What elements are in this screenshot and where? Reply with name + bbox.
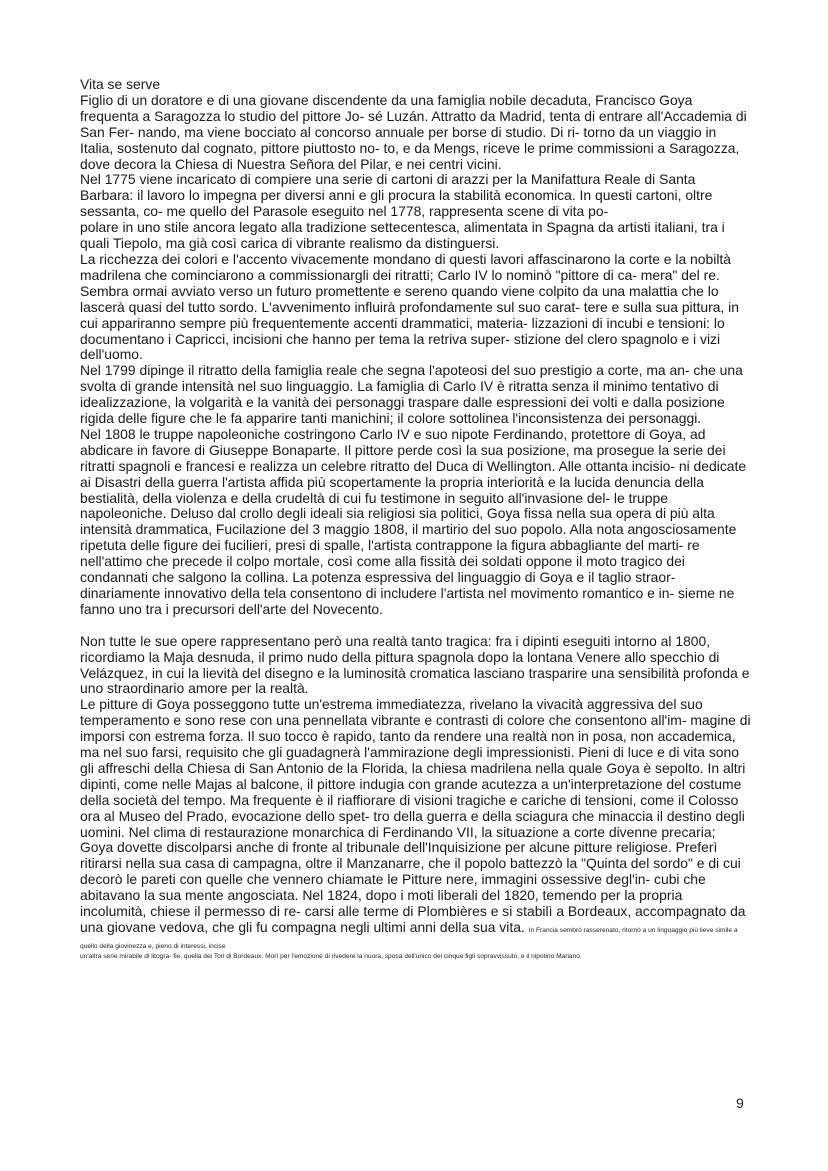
- paragraph-3: polare in uno stile ancora legato alla tradizione settecentesca, alimentata in Spagna da artisti italiani, tra i quali Tiepolo, ma già così carica di vibrante realismo da distinguersi.: [80, 219, 725, 252]
- paragraph-6: Nel 1808 le truppe napoleoniche costringono Carlo IV e suo nipote Ferdinando, protettore di Goya, ad abdicare in favore di Giuseppe Bonaparte. Il pittore perde così la sua posizione, ma prosegue la serie dei ritratti spagnoli e francesi e realizza un celebre ritratto del Duca di Wellington. Alle ottanta incisio- ni dedicate ai Disastri della guerra l'artista affida più scopertamente la propria interiorità e la lucida denuncia della bestialità, della violenza e della crudeltà di cui fu testimone in seguito all'invasione del- le truppe napoleoniche. Deluso dal crollo degli ideali sia religiosi sia politici, Goya fissa nella sua opera di più alta intensità drammatica, Fucilazione del 3 maggio 1808, il martirio del suo popolo. Alla nota angosciosamente ripetuta delle figure dei fucilieri, presi di spalle, l'artista contrappone la figura abbagliante del marti- re nell'attimo che precede il colpo mortale, così come alla fissità dei soldati oppone il moto tragico dei condannati che salgono la collina. La potenza espressiva del linguaggio di Goya e il taglio straor- dinariamente innovativo della tela consentono di includere l'artista nel movimento romantico e in- sieme ne fanno uno tra i precursori dell'arte del Novecento.: [80, 425, 747, 617]
- paragraph-8-container: [80, 697, 752, 952]
- paragraph-gap: [80, 618, 752, 634]
- paragraph-4: La ricchezza dei colori e l'accento vivacemente mondano di questi lavori affascinarono la corte e la nobiltà madrilena che cominciarono a commissionargli dei ritratti; Carlo IV lo nominò "pittore di ca- mera" del re. Sembra ormai avviato verso un futuro promettente e sereno quando viene colpito da una malattia che lo lascerà quasi del tutto sordo. L'avvenimento influirà profondamente sul suo carat- tere e sulla sua pittura, in cui appariranno sempre più frequentemente accenti drammatici, materia- lizzazioni di incubi e tensioni: lo documentano i Capricci, incisioni che hanno per tema la retriva super- stizione del clero spagnolo e i vizi dell'uomo.: [80, 250, 739, 363]
- small-note-line-2: un'altra serie mirabile di litogra- fie, quella dei Tori di Bordeaux. Morì per l'emozione di rivedere la nuora, sposa dell'unico dei cinque figli sopravvissuto, e il nipotino Mariano.: [80, 952, 582, 960]
- paragraph-7: Non tutte le sue opere rappresentano però una realtà tanto tragica: fra i dipinti eseguiti intorno al 1800, ricordiamo la Maja desnuda, il primo nudo della pittura spagnola dopo la lontana Venere allo specchio di Velázquez, in cui la lievità del disegno e la luminosità cromatica lasciano trasparire una sensibilità profonda e uno straordinario amore per la realtà.: [80, 632, 750, 697]
- paragraph-5: Nel 1799 dipinge il ritratto della famiglia reale che segna l'apoteosi del suo prestigio a corte, ma an- che una svolta di grande intensità nel suo linguaggio. La famiglia di Carlo IV è ritratta senza il minimo tentativo di idealizzazione, la volgarità e la vanità dei personaggi traspare dalle espressioni dei volti e dalla posizione rigida delle figure che le fa apparire tanti manichini; il colore sottolinea l'inconsistenza dei personaggi.: [80, 362, 743, 427]
- paragraph-2: Nel 1775 viene incaricato di compiere una serie di cartoni di arazzi per la Manifattura Reale di Santa Barbara: il lavoro lo impegna per diversi anni e gli procura la stabilità economica. In questi cartoni, oltre sessanta, co- me quello del Parasole eseguito nel 1778, rappresenta scene di vita po-: [80, 171, 713, 220]
- small-note-inline: In Francia sembrò rasserenato, ritornò a un linguaggio più lieve simile a quello della giovinezza e, pieno di interessi, incise: [80, 927, 738, 950]
- paragraph-1: Figlio di un doratore e di una giovane discendente da una famiglia nobile decaduta, Francisco Goya frequenta a Saragozza lo studio del pittore Jo- sé Luzán. Attratto da Madrid, tenta di entrare all'Accademia di San Fer- nando, ma viene bocciato al concorso annuale per borse di studio. Di ri- torno da un viaggio in Italia, sostenuto dal cognato, pittore piuttosto no- to, e da Mengs, riceve le prime commissioni a Saragozza, dove decora la Chiesa di Nuestra Señora del Pilar, e nei centri vicini.: [80, 91, 747, 172]
- body-text: [80, 77, 752, 961]
- section-title: Vita se serve: [80, 76, 161, 92]
- paragraph-8: Le pitture di Goya posseggono tutte un'estrema immediatezza, rivelano la vivacità aggressiva del suo temperamento e sono rese con una pennellata vibrante e contrasti di colore che consentono all'im- magine di imporsi con estrema forza. Il suo tocco è rapido, tanto da rendere una realtà non in posa, non accademica, ma nel suo farsi, requisito che gli guadagnerà l'ammirazione degli impressionisti. Pieni di luce e di vita sono gli affreschi della Chiesa di San Antonio de la Florida, la chiesa madrilena nella quale Goya è sepolto. In altri dipinti, come nelle Majas al balcone, il pittore indugia con grande acutezza a un'interpretazione del costume della società del tempo. Ma frequente è il riaffiorare di visioni tragiche e cariche di tensioni, come il Colosso ora al Museo del Prado, evocazione dello spet- tro della guerra e della sciagura che minaccia il destino degli uomini. Nel clima di restaurazione monarchica di Ferdinando VII, la situazione a corte divenne precaria; Goya dovette discolparsi anche di fronte al tribunale dell'Inquisizione per alcune pitture religiose. Preferì ritirarsi nella sua casa di campagna, oltre il Manzanarre, che il popolo battezzò la "Quinta del sordo" e di cui decorò le pareti con quelle che vennero chiamate le Pitture nere, immagini ossessive degl'in- cubi che abitavano la sua mente angosciata. Nel 1824, dopo i moti liberali del 1820, temendo per la propria incolumità, chiese il permesso di re- carsi alle terme di Plombières e si stabilì a Bordeaux, accompagnato da una giovane vedova, che gli fu compagna negli ultimi anni della sua vita.: [80, 696, 751, 936]
- page-number: 9: [736, 1095, 744, 1111]
